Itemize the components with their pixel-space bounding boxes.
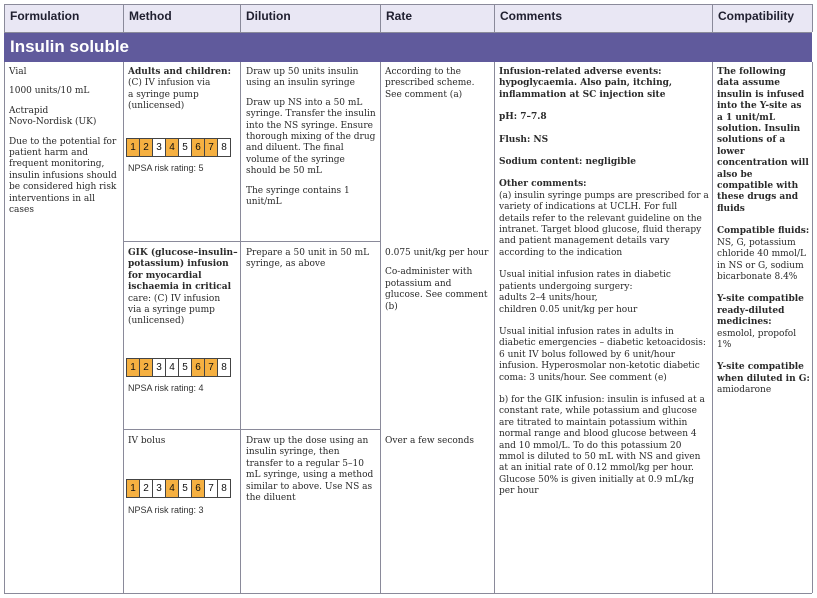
method-line: ischaemia in critical [128, 282, 232, 293]
grid-line [494, 4, 495, 32]
grid-line [123, 429, 380, 430]
risk-box: 3 [152, 138, 166, 157]
method-line: IV bolus [128, 436, 166, 446]
header-dilution: Dilution [240, 4, 380, 32]
method-line: via a syringe pump [128, 305, 215, 316]
dilution-text: Draw up 50 units insulin using an insulin syringe [246, 67, 359, 89]
risk-rating-label-2: NPSA risk rating: 4 [128, 383, 204, 393]
grid-line [4, 32, 812, 33]
comment-ph: pH: 7–7.8 [499, 112, 547, 123]
dilution-text: Draw up the dose using an insulin syringe, then transfer to a regular 5–10 mL syringe, using a method similar to above. Use NS as the diluent [246, 436, 374, 504]
risk-scale-1 [126, 138, 230, 157]
method-line: GIK (glucose–insulin– [128, 248, 238, 258]
compat-intro: The following data assume insulin is infused into the Y-site as a 1 unit/mL solution. Insulin solutions of a lower concentration will also be compatible with these drugs and fluids [717, 67, 809, 214]
risk-box: 7 [204, 479, 218, 498]
rate-text: 0.075 unit/kg per hour [385, 248, 489, 258]
risk-scale-2 [126, 358, 230, 377]
risk-box: 5 [178, 358, 192, 377]
grid-line [123, 4, 124, 32]
comment-emergency: Usual initial infusion rates in adults in diabetic emergencies – diabetic ketoacidosis: 6 unit IV bolus followed by 6 unit/hour infusion. Hyperosmolar non-ketotic diabetic coma: 3 units/hour. See comment (e) [499, 326, 706, 383]
method-cell-2 [128, 248, 238, 328]
risk-box: 3 [152, 479, 166, 498]
method-line: Adults and children: [128, 67, 231, 77]
formulation-strength: 1000 units/10 mL [9, 86, 90, 97]
comment-flush: Flush: NS [499, 134, 549, 145]
grid-line [712, 62, 713, 593]
dilution-text: Prepare a 50 unit in 50 mL syringe, as above [246, 248, 370, 270]
compat-ysite-label: Y-site compatible ready-diluted medicines: [717, 294, 804, 328]
risk-box: 8 [217, 479, 231, 498]
risk-box: 4 [165, 358, 179, 377]
risk-box: 7 [204, 138, 218, 157]
method-line: for myocardial [128, 270, 202, 281]
grid-line [123, 241, 380, 242]
comment-a: (a) insulin syringe pumps are prescribed for a variety of indications at UCLH. For full details refer to the relevant guideline on the intranet. Target blood glucose, fluid therapy and patient management details vary according to the indication [499, 190, 709, 258]
grid-line [812, 62, 813, 593]
formulation-note: Due to the potential for patient harm and frequent monitoring, insulin infusions should be considered high risk interventions in all cases [9, 136, 117, 216]
compat-fluids: NS, G, potassium chloride 40 mmol/L in NS or G, sodium bicarbonate 8.4% [717, 237, 806, 282]
risk-box: 5 [178, 138, 192, 157]
method-line: (unlicensed) [128, 101, 185, 112]
risk-box: 6 [191, 358, 205, 377]
rate-text: Over a few seconds [385, 436, 474, 446]
comment-b: b) for the GIK infusion: insulin is infused at a constant rate, while potassium and glucose are titrated to maintain potassium within normal range and blood glucose between 4 and 10 mmol/L. To do this potassium 20 mmol is diluted to 50 mL with NS and given at an initial rate of 0.12 mmol/kg per hour. Glucose 50% is given initially at 0.9 mL/kg per hour [499, 394, 705, 497]
risk-box: 2 [139, 138, 153, 157]
formulation-brand: Actrapid [9, 105, 49, 116]
risk-box: 6 [191, 479, 205, 498]
comment-surgery: Usual initial infusion rates in diabetic patients undergoing surgery: [499, 270, 671, 292]
method-line: care: (C) IV infusion [128, 293, 221, 304]
compat-fluids-label: Compatible fluids: [717, 226, 810, 237]
grid-line [494, 62, 495, 593]
risk-box: 8 [217, 358, 231, 377]
compat-ysite-g-label: Y-site compatible when diluted in G: [717, 362, 810, 384]
risk-box: 3 [152, 358, 166, 377]
grid-line [4, 593, 812, 594]
risk-rating-label-1: NPSA risk rating: 5 [128, 163, 204, 173]
comments-cell [499, 67, 709, 498]
comment-sodium: Sodium content: negligible [499, 157, 637, 168]
risk-box: 5 [178, 479, 192, 498]
risk-box: 1 [126, 358, 140, 377]
dilution-text: The syringe contains 1 unit/mL [246, 185, 350, 208]
risk-scale-3 [126, 479, 230, 498]
formulation-vial: Vial [9, 67, 27, 77]
risk-box: 4 [165, 479, 179, 498]
risk-box: 7 [204, 358, 218, 377]
compat-ysite: esmolol, propofol 1% [717, 328, 797, 350]
method-cell-1 [128, 67, 238, 113]
compat-ysite-g: amiodarone [717, 385, 772, 396]
rate-cell-3 [385, 436, 491, 447]
grid-line [4, 62, 5, 593]
grid-line [380, 62, 381, 593]
grid-line [240, 62, 241, 593]
drug-title: Insulin soluble [4, 32, 812, 62]
grid-line [4, 4, 812, 5]
grid-line [4, 4, 5, 32]
rate-text: Co-administer with potassium and glucose. See comment (b) [385, 267, 488, 312]
risk-box: 1 [126, 138, 140, 157]
grid-line [240, 4, 241, 32]
dilution-text: Draw up NS into a 50 mL syringe. Transfer the insulin into the NS syringe. Ensure thorough mixing of the drug and diluent. The final volume of the syringe should be 50 mL [246, 97, 376, 177]
risk-box: 2 [139, 358, 153, 377]
risk-box: 4 [165, 138, 179, 157]
formulation-cell [9, 67, 119, 216]
risk-box: 2 [139, 479, 153, 498]
header-comments: Comments [494, 4, 712, 32]
formulation-maker: Novo-Nordisk (UK) [9, 117, 97, 128]
header-compatibility: Compatibility [712, 4, 812, 32]
method-line: potassium) infusion [128, 259, 229, 270]
method-line: a syringe pump [128, 89, 199, 100]
method-line: (unlicensed) [128, 316, 185, 327]
header-rate: Rate [380, 4, 494, 32]
header-formulation: Formulation [4, 4, 123, 32]
header-method: Method [123, 4, 240, 32]
risk-rating-label-3: NPSA risk rating: 3 [128, 505, 204, 515]
risk-box: 8 [217, 138, 231, 157]
risk-box: 1 [126, 479, 140, 498]
rate-cell-2 [385, 248, 491, 313]
method-cell-3 [128, 436, 238, 447]
comment-other-heading: Other comments: [499, 179, 587, 190]
comment-adverse: Infusion-related adverse events: hypoglycaemia. Also pain, itching, inflammation at SC injection site [499, 67, 673, 100]
grid-line [123, 62, 124, 593]
grid-line [712, 4, 713, 32]
method-line: (C) IV infusion via [128, 78, 211, 89]
rate-cell-1 [385, 67, 491, 101]
dilution-cell-1 [246, 67, 376, 208]
dilution-cell-3 [246, 436, 376, 504]
comment-surgery: children 0.05 unit/kg per hour [499, 304, 638, 315]
risk-box: 6 [191, 138, 205, 157]
grid-line [812, 4, 813, 32]
comment-surgery: adults 2–4 units/hour, [499, 293, 598, 304]
compatibility-cell [717, 67, 810, 397]
rate-text: According to the prescribed scheme. See comment (a) [385, 67, 475, 100]
dilution-cell-2 [246, 248, 376, 271]
grid-line [380, 4, 381, 32]
